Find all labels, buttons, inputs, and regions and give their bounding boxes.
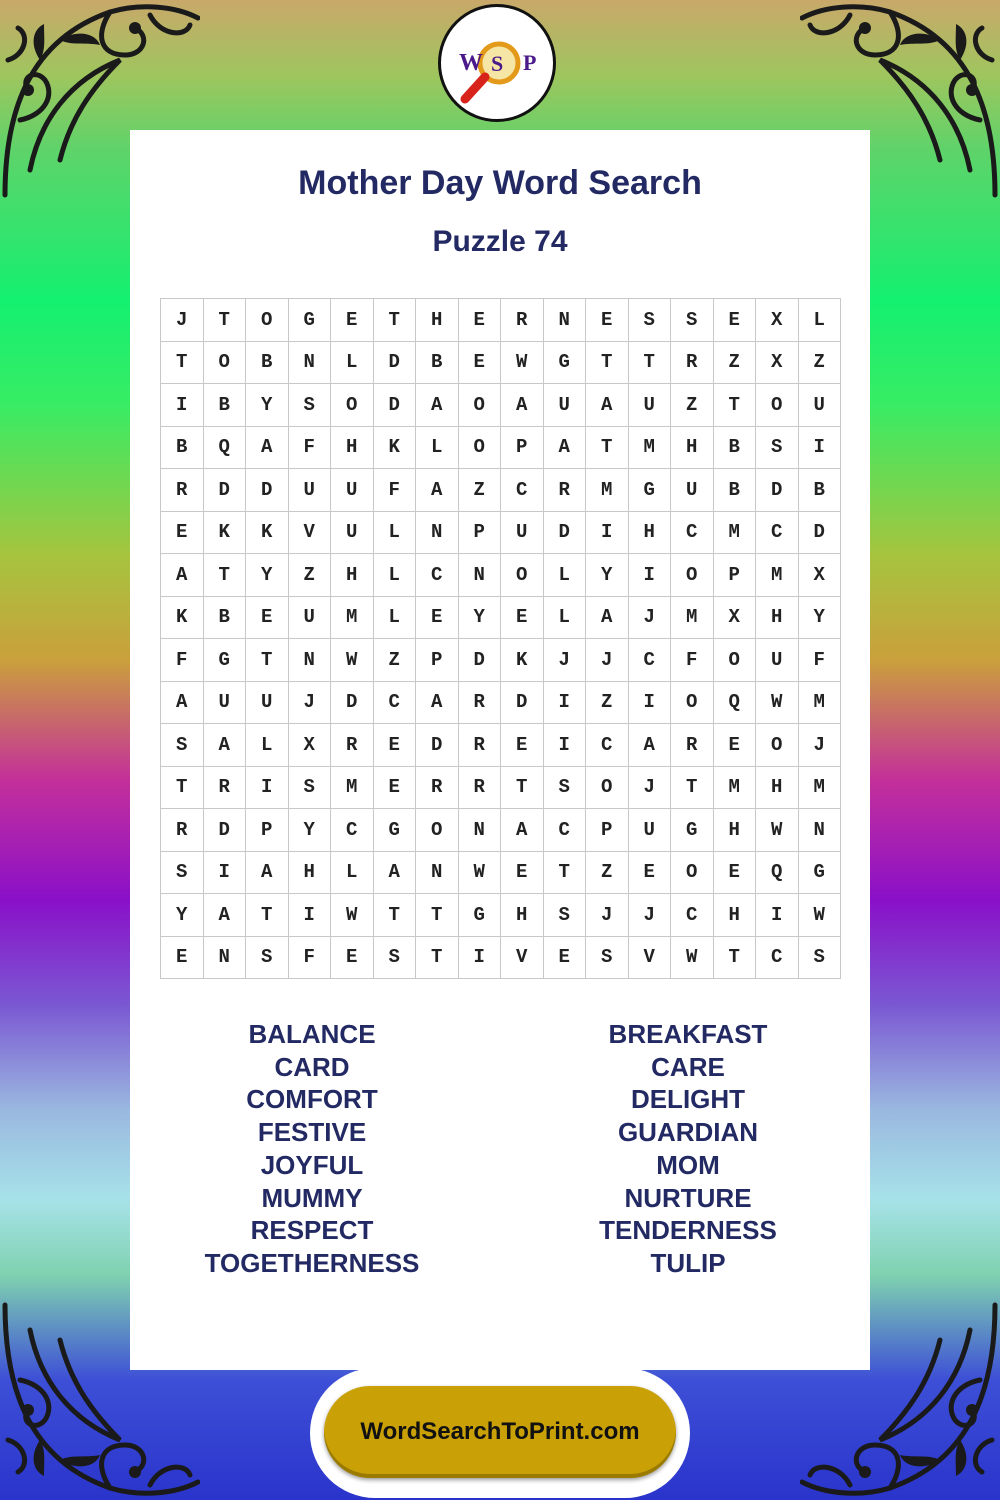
grid-cell[interactable]: S bbox=[161, 851, 204, 894]
logo-letter-s: S bbox=[491, 51, 504, 76]
word-list-item: TENDERNESS bbox=[599, 1215, 777, 1246]
grid-cell[interactable]: B bbox=[161, 426, 204, 469]
grid-row bbox=[161, 851, 841, 894]
grid-cell[interactable]: U bbox=[331, 511, 374, 554]
grid-cell[interactable]: P bbox=[246, 809, 289, 852]
grid-cell[interactable]: R bbox=[416, 766, 459, 809]
grid-cell[interactable]: H bbox=[756, 766, 799, 809]
grid-cell[interactable]: G bbox=[671, 809, 714, 852]
word-list-item: COMFORT bbox=[246, 1084, 378, 1115]
grid-cell[interactable]: B bbox=[713, 426, 756, 469]
grid-cell[interactable]: G bbox=[628, 469, 671, 512]
grid-cell[interactable]: O bbox=[756, 724, 799, 767]
grid-cell[interactable]: U bbox=[756, 639, 799, 682]
grid-cell[interactable]: M bbox=[671, 596, 714, 639]
grid-cell[interactable]: U bbox=[331, 469, 374, 512]
grid-cell[interactable]: D bbox=[373, 341, 416, 384]
grid-cell[interactable]: H bbox=[331, 554, 374, 597]
grid-cell[interactable]: J bbox=[586, 639, 629, 682]
grid-cell[interactable]: E bbox=[331, 936, 374, 979]
grid-cell[interactable]: U bbox=[288, 596, 331, 639]
grid-row bbox=[161, 596, 841, 639]
grid-cell[interactable]: V bbox=[628, 936, 671, 979]
grid-cell[interactable]: L bbox=[373, 511, 416, 554]
grid-cell[interactable]: Y bbox=[458, 596, 501, 639]
footer-banner[interactable]: WordSearchToPrint.com bbox=[324, 1386, 676, 1478]
grid-cell[interactable]: D bbox=[203, 469, 246, 512]
grid-cell[interactable]: P bbox=[416, 639, 459, 682]
grid-cell[interactable]: N bbox=[288, 341, 331, 384]
grid-cell[interactable]: W bbox=[458, 851, 501, 894]
grid-cell[interactable]: C bbox=[671, 511, 714, 554]
grid-cell[interactable]: O bbox=[671, 554, 714, 597]
grid-cell[interactable]: M bbox=[586, 469, 629, 512]
grid-cell[interactable]: E bbox=[373, 766, 416, 809]
grid-cell[interactable]: I bbox=[628, 554, 671, 597]
grid-cell[interactable]: S bbox=[628, 299, 671, 342]
grid-row bbox=[161, 766, 841, 809]
grid-cell[interactable]: X bbox=[713, 596, 756, 639]
grid-cell[interactable]: T bbox=[543, 851, 586, 894]
grid-cell[interactable]: S bbox=[288, 384, 331, 427]
grid-cell[interactable]: M bbox=[713, 766, 756, 809]
grid-cell[interactable]: L bbox=[543, 554, 586, 597]
grid-cell[interactable]: H bbox=[288, 851, 331, 894]
grid-row bbox=[161, 724, 841, 767]
grid-cell[interactable]: Z bbox=[713, 341, 756, 384]
grid-cell[interactable]: K bbox=[246, 511, 289, 554]
grid-cell[interactable]: B bbox=[203, 596, 246, 639]
puzzle-sheet bbox=[130, 130, 870, 1370]
grid-cell[interactable]: D bbox=[416, 724, 459, 767]
grid-cell[interactable]: T bbox=[373, 894, 416, 937]
grid-cell[interactable]: M bbox=[713, 511, 756, 554]
grid-cell[interactable]: U bbox=[798, 384, 841, 427]
grid-cell[interactable]: A bbox=[203, 894, 246, 937]
grid-cell[interactable]: U bbox=[628, 384, 671, 427]
grid-cell[interactable]: N bbox=[458, 554, 501, 597]
word-list-item: DELIGHT bbox=[630, 1084, 746, 1115]
grid-cell[interactable]: Z bbox=[798, 341, 841, 384]
grid-cell[interactable]: K bbox=[501, 639, 544, 682]
grid-cell[interactable]: U bbox=[543, 384, 586, 427]
grid-cell[interactable]: J bbox=[161, 299, 204, 342]
grid-cell[interactable]: D bbox=[373, 384, 416, 427]
letter-grid bbox=[160, 298, 841, 979]
grid-cell[interactable]: O bbox=[458, 426, 501, 469]
grid-cell[interactable]: P bbox=[458, 511, 501, 554]
grid-cell[interactable]: L bbox=[246, 724, 289, 767]
grid-cell[interactable]: E bbox=[161, 511, 204, 554]
grid-cell[interactable]: H bbox=[331, 426, 374, 469]
grid-cell[interactable]: W bbox=[331, 639, 374, 682]
grid-cell[interactable]: J bbox=[586, 894, 629, 937]
grid-cell[interactable]: O bbox=[671, 681, 714, 724]
grid-cell[interactable]: C bbox=[331, 809, 374, 852]
grid-cell[interactable]: R bbox=[161, 469, 204, 512]
grid-cell[interactable]: J bbox=[628, 894, 671, 937]
grid-cell[interactable]: A bbox=[628, 724, 671, 767]
grid-cell[interactable]: T bbox=[416, 936, 459, 979]
grid-cell[interactable]: J bbox=[288, 681, 331, 724]
grid-cell[interactable]: S bbox=[246, 936, 289, 979]
word-list-item: TULIP bbox=[650, 1247, 726, 1278]
grid-cell[interactable]: A bbox=[161, 554, 204, 597]
grid-cell[interactable]: O bbox=[246, 299, 289, 342]
grid-cell[interactable]: N bbox=[416, 511, 459, 554]
grid-cell[interactable]: M bbox=[798, 766, 841, 809]
grid-cell[interactable]: A bbox=[373, 851, 416, 894]
grid-cell[interactable]: Q bbox=[713, 681, 756, 724]
grid-cell[interactable]: Y bbox=[798, 596, 841, 639]
grid-cell[interactable]: H bbox=[671, 426, 714, 469]
grid-cell[interactable]: H bbox=[756, 596, 799, 639]
grid-cell[interactable]: R bbox=[543, 469, 586, 512]
grid-cell[interactable]: Z bbox=[586, 681, 629, 724]
grid-cell[interactable]: H bbox=[416, 299, 459, 342]
grid-cell[interactable]: C bbox=[671, 894, 714, 937]
grid-row bbox=[161, 511, 841, 554]
grid-cell[interactable]: E bbox=[713, 851, 756, 894]
grid-cell[interactable]: U bbox=[246, 681, 289, 724]
grid-cell[interactable]: L bbox=[373, 554, 416, 597]
grid-cell[interactable]: F bbox=[288, 936, 331, 979]
grid-cell[interactable]: N bbox=[288, 639, 331, 682]
grid-cell[interactable]: E bbox=[246, 596, 289, 639]
grid-cell[interactable]: I bbox=[543, 724, 586, 767]
grid-cell[interactable]: A bbox=[501, 384, 544, 427]
grid-cell[interactable]: T bbox=[628, 341, 671, 384]
grid-cell[interactable]: W bbox=[756, 681, 799, 724]
grid-cell[interactable]: L bbox=[798, 299, 841, 342]
grid-cell[interactable]: S bbox=[543, 894, 586, 937]
grid-cell[interactable]: M bbox=[798, 681, 841, 724]
word-list-item: CARD bbox=[274, 1051, 350, 1082]
grid-cell[interactable]: O bbox=[713, 639, 756, 682]
grid-row bbox=[161, 299, 841, 342]
grid-row bbox=[161, 681, 841, 724]
grid-cell[interactable]: A bbox=[416, 681, 459, 724]
grid-cell[interactable]: R bbox=[501, 299, 544, 342]
grid-cell[interactable]: Y bbox=[246, 554, 289, 597]
grid-cell[interactable]: C bbox=[543, 809, 586, 852]
grid-cell[interactable]: G bbox=[288, 299, 331, 342]
grid-cell[interactable]: Z bbox=[288, 554, 331, 597]
grid-cell[interactable]: Y bbox=[161, 894, 204, 937]
grid-cell[interactable]: D bbox=[331, 681, 374, 724]
grid-cell[interactable]: S bbox=[373, 936, 416, 979]
grid-cell[interactable]: M bbox=[331, 596, 374, 639]
grid-cell[interactable]: E bbox=[458, 299, 501, 342]
word-list-item: TOGETHERNESS bbox=[204, 1247, 420, 1278]
grid-cell[interactable]: F bbox=[671, 639, 714, 682]
grid-cell[interactable]: E bbox=[331, 299, 374, 342]
grid-cell[interactable]: H bbox=[628, 511, 671, 554]
grid-cell[interactable]: J bbox=[628, 766, 671, 809]
grid-cell[interactable]: C bbox=[586, 724, 629, 767]
grid-cell[interactable]: R bbox=[458, 766, 501, 809]
grid-cell[interactable]: G bbox=[543, 341, 586, 384]
grid-cell[interactable]: W bbox=[756, 809, 799, 852]
grid-cell[interactable]: T bbox=[586, 341, 629, 384]
grid-cell[interactable]: O bbox=[416, 809, 459, 852]
grid-cell[interactable]: I bbox=[756, 894, 799, 937]
word-list-item: BALANCE bbox=[248, 1019, 376, 1049]
grid-cell[interactable]: I bbox=[458, 936, 501, 979]
grid-cell[interactable]: Z bbox=[373, 639, 416, 682]
grid-cell[interactable]: D bbox=[203, 809, 246, 852]
word-list-item: BREAKFAST bbox=[608, 1019, 768, 1049]
grid-cell[interactable]: I bbox=[161, 384, 204, 427]
grid-cell[interactable]: M bbox=[331, 766, 374, 809]
grid-cell[interactable]: I bbox=[246, 766, 289, 809]
grid-cell[interactable]: C bbox=[373, 681, 416, 724]
grid-cell[interactable]: U bbox=[671, 469, 714, 512]
grid-cell[interactable]: N bbox=[416, 851, 459, 894]
grid-cell[interactable]: Y bbox=[246, 384, 289, 427]
grid-cell[interactable]: M bbox=[756, 554, 799, 597]
grid-cell[interactable]: W bbox=[798, 894, 841, 937]
grid-cell[interactable]: S bbox=[543, 766, 586, 809]
grid-cell[interactable]: A bbox=[416, 469, 459, 512]
grid-cell[interactable]: L bbox=[331, 341, 374, 384]
grid-cell[interactable]: G bbox=[373, 809, 416, 852]
grid-cell[interactable]: W bbox=[501, 341, 544, 384]
grid-cell[interactable]: S bbox=[161, 724, 204, 767]
grid-cell[interactable]: R bbox=[458, 681, 501, 724]
grid-cell[interactable]: E bbox=[713, 299, 756, 342]
grid-cell[interactable]: J bbox=[543, 639, 586, 682]
grid-cell[interactable]: O bbox=[331, 384, 374, 427]
grid-cell[interactable]: K bbox=[203, 511, 246, 554]
grid-cell[interactable]: T bbox=[501, 766, 544, 809]
word-list-item: MOM bbox=[656, 1149, 720, 1180]
grid-row bbox=[161, 469, 841, 512]
grid-cell[interactable]: Z bbox=[671, 384, 714, 427]
grid-cell[interactable]: W bbox=[331, 894, 374, 937]
grid-cell[interactable]: U bbox=[203, 681, 246, 724]
grid-cell[interactable]: S bbox=[671, 299, 714, 342]
grid-cell[interactable]: U bbox=[288, 469, 331, 512]
grid-cell[interactable]: X bbox=[756, 299, 799, 342]
grid-cell[interactable]: R bbox=[671, 724, 714, 767]
grid-cell[interactable]: B bbox=[713, 469, 756, 512]
grid-cell[interactable]: F bbox=[288, 426, 331, 469]
grid-cell[interactable]: N bbox=[458, 809, 501, 852]
grid-cell[interactable]: C bbox=[756, 511, 799, 554]
grid-cell[interactable]: R bbox=[161, 809, 204, 852]
grid-cell[interactable]: F bbox=[373, 469, 416, 512]
grid-cell[interactable]: D bbox=[246, 469, 289, 512]
grid-cell[interactable]: S bbox=[756, 426, 799, 469]
grid-cell[interactable]: I bbox=[543, 681, 586, 724]
grid-cell[interactable]: H bbox=[713, 894, 756, 937]
grid-cell[interactable]: L bbox=[543, 596, 586, 639]
grid-cell[interactable]: T bbox=[161, 341, 204, 384]
grid-cell[interactable]: G bbox=[203, 639, 246, 682]
grid-cell[interactable]: L bbox=[416, 426, 459, 469]
grid-cell[interactable]: D bbox=[543, 511, 586, 554]
word-list-item: NURTURE bbox=[624, 1182, 752, 1213]
grid-cell[interactable]: S bbox=[586, 936, 629, 979]
grid-row bbox=[161, 809, 841, 852]
grid-cell[interactable]: I bbox=[798, 426, 841, 469]
grid-cell[interactable]: E bbox=[416, 596, 459, 639]
grid-cell[interactable]: T bbox=[161, 766, 204, 809]
grid-cell[interactable]: H bbox=[713, 809, 756, 852]
grid-cell[interactable]: E bbox=[501, 596, 544, 639]
grid-cell[interactable]: D bbox=[798, 511, 841, 554]
grid-cell[interactable]: U bbox=[501, 511, 544, 554]
grid-cell[interactable]: A bbox=[246, 426, 289, 469]
grid-cell[interactable]: Q bbox=[756, 851, 799, 894]
grid-row bbox=[161, 384, 841, 427]
grid-cell[interactable]: D bbox=[501, 681, 544, 724]
puzzle-number: Puzzle 74 bbox=[432, 225, 568, 258]
word-list-item: JOYFUL bbox=[260, 1149, 364, 1180]
grid-cell[interactable]: N bbox=[543, 299, 586, 342]
grid-cell[interactable]: O bbox=[203, 341, 246, 384]
word-list-left bbox=[162, 1018, 462, 1280]
grid-cell[interactable]: Q bbox=[203, 426, 246, 469]
grid-cell[interactable]: P bbox=[713, 554, 756, 597]
grid-cell[interactable]: E bbox=[628, 851, 671, 894]
grid-cell[interactable]: D bbox=[458, 639, 501, 682]
grid-cell[interactable]: U bbox=[628, 809, 671, 852]
grid-cell[interactable]: J bbox=[798, 724, 841, 767]
grid-cell[interactable]: P bbox=[586, 809, 629, 852]
grid-cell[interactable]: E bbox=[586, 299, 629, 342]
grid-cell[interactable]: T bbox=[246, 639, 289, 682]
grid-cell[interactable]: C bbox=[416, 554, 459, 597]
grid-cell[interactable]: F bbox=[798, 639, 841, 682]
grid-cell[interactable]: B bbox=[203, 384, 246, 427]
grid-cell[interactable]: J bbox=[628, 596, 671, 639]
grid-cell[interactable]: I bbox=[288, 894, 331, 937]
grid-cell[interactable]: A bbox=[543, 426, 586, 469]
grid-cell[interactable]: R bbox=[671, 341, 714, 384]
grid-cell[interactable]: I bbox=[203, 851, 246, 894]
grid-cell[interactable]: B bbox=[416, 341, 459, 384]
grid-cell[interactable]: L bbox=[331, 851, 374, 894]
logo-letter-p: P bbox=[523, 50, 537, 75]
grid-cell[interactable]: A bbox=[501, 809, 544, 852]
grid-cell[interactable]: O bbox=[671, 851, 714, 894]
logo-letter-w: W bbox=[459, 50, 483, 76]
grid-cell[interactable]: T bbox=[671, 766, 714, 809]
grid-cell[interactable]: E bbox=[543, 936, 586, 979]
grid-cell[interactable]: D bbox=[756, 469, 799, 512]
grid-cell[interactable]: E bbox=[458, 341, 501, 384]
grid-row bbox=[161, 426, 841, 469]
grid-cell[interactable]: I bbox=[628, 681, 671, 724]
word-list-item: MUMMY bbox=[261, 1182, 363, 1213]
grid-cell[interactable]: K bbox=[373, 426, 416, 469]
grid-cell[interactable]: L bbox=[373, 596, 416, 639]
grid-cell[interactable]: S bbox=[288, 766, 331, 809]
grid-cell[interactable]: A bbox=[203, 724, 246, 767]
grid-cell[interactable]: A bbox=[586, 596, 629, 639]
grid-cell[interactable]: O bbox=[586, 766, 629, 809]
grid-row bbox=[161, 639, 841, 682]
grid-cell[interactable]: E bbox=[713, 724, 756, 767]
grid-cell[interactable]: N bbox=[798, 809, 841, 852]
page-title: Mother Day Word Search bbox=[298, 164, 702, 202]
grid-cell[interactable]: T bbox=[373, 299, 416, 342]
grid-cell[interactable]: T bbox=[713, 936, 756, 979]
grid-cell[interactable]: N bbox=[203, 936, 246, 979]
word-list-right bbox=[538, 1018, 838, 1280]
grid-cell[interactable]: R bbox=[458, 724, 501, 767]
grid-cell[interactable]: E bbox=[161, 936, 204, 979]
grid-cell[interactable]: B bbox=[798, 469, 841, 512]
grid-cell[interactable]: Z bbox=[586, 851, 629, 894]
grid-cell[interactable]: E bbox=[501, 724, 544, 767]
grid-cell[interactable]: O bbox=[458, 384, 501, 427]
grid-cell[interactable]: A bbox=[246, 851, 289, 894]
grid-row bbox=[161, 341, 841, 384]
word-list-item: FESTIVE bbox=[257, 1117, 367, 1148]
grid-cell[interactable]: X bbox=[756, 341, 799, 384]
grid-cell[interactable]: G bbox=[798, 851, 841, 894]
grid-cell[interactable]: Z bbox=[458, 469, 501, 512]
wsp-logo bbox=[438, 4, 556, 122]
grid-cell[interactable]: C bbox=[628, 639, 671, 682]
grid-cell[interactable]: S bbox=[798, 936, 841, 979]
grid-cell[interactable]: V bbox=[501, 936, 544, 979]
grid-cell[interactable]: B bbox=[246, 341, 289, 384]
grid-cell[interactable]: G bbox=[458, 894, 501, 937]
grid-cell[interactable]: T bbox=[586, 426, 629, 469]
grid-cell[interactable]: T bbox=[203, 554, 246, 597]
grid-cell[interactable]: T bbox=[713, 384, 756, 427]
grid-cell[interactable]: C bbox=[501, 469, 544, 512]
grid-cell[interactable]: X bbox=[798, 554, 841, 597]
grid-cell[interactable]: A bbox=[416, 384, 459, 427]
grid-cell[interactable]: T bbox=[416, 894, 459, 937]
grid-cell[interactable]: H bbox=[501, 894, 544, 937]
grid-cell[interactable]: O bbox=[501, 554, 544, 597]
grid-cell[interactable]: E bbox=[501, 851, 544, 894]
grid-row bbox=[161, 894, 841, 937]
grid-cell[interactable]: K bbox=[161, 596, 204, 639]
grid-cell[interactable]: A bbox=[161, 681, 204, 724]
grid-cell[interactable]: P bbox=[501, 426, 544, 469]
word-list-item: RESPECT bbox=[250, 1215, 374, 1246]
grid-cell[interactable]: R bbox=[331, 724, 374, 767]
grid-cell[interactable]: C bbox=[756, 936, 799, 979]
grid-row bbox=[161, 936, 841, 979]
grid-cell[interactable]: T bbox=[246, 894, 289, 937]
grid-cell[interactable]: R bbox=[203, 766, 246, 809]
grid-cell[interactable]: A bbox=[586, 384, 629, 427]
grid-cell[interactable]: Y bbox=[586, 554, 629, 597]
grid-row bbox=[161, 554, 841, 597]
grid-cell[interactable]: I bbox=[586, 511, 629, 554]
grid-cell[interactable]: T bbox=[203, 299, 246, 342]
word-list-item: CARE bbox=[651, 1051, 725, 1082]
grid-cell[interactable]: O bbox=[756, 384, 799, 427]
grid-cell[interactable]: X bbox=[288, 724, 331, 767]
grid-cell[interactable]: V bbox=[288, 511, 331, 554]
word-list-item: GUARDIAN bbox=[617, 1117, 759, 1148]
grid-cell[interactable]: Y bbox=[288, 809, 331, 852]
grid-cell[interactable]: E bbox=[373, 724, 416, 767]
grid-cell[interactable]: W bbox=[671, 936, 714, 979]
grid-cell[interactable]: M bbox=[628, 426, 671, 469]
grid-cell[interactable]: F bbox=[161, 639, 204, 682]
